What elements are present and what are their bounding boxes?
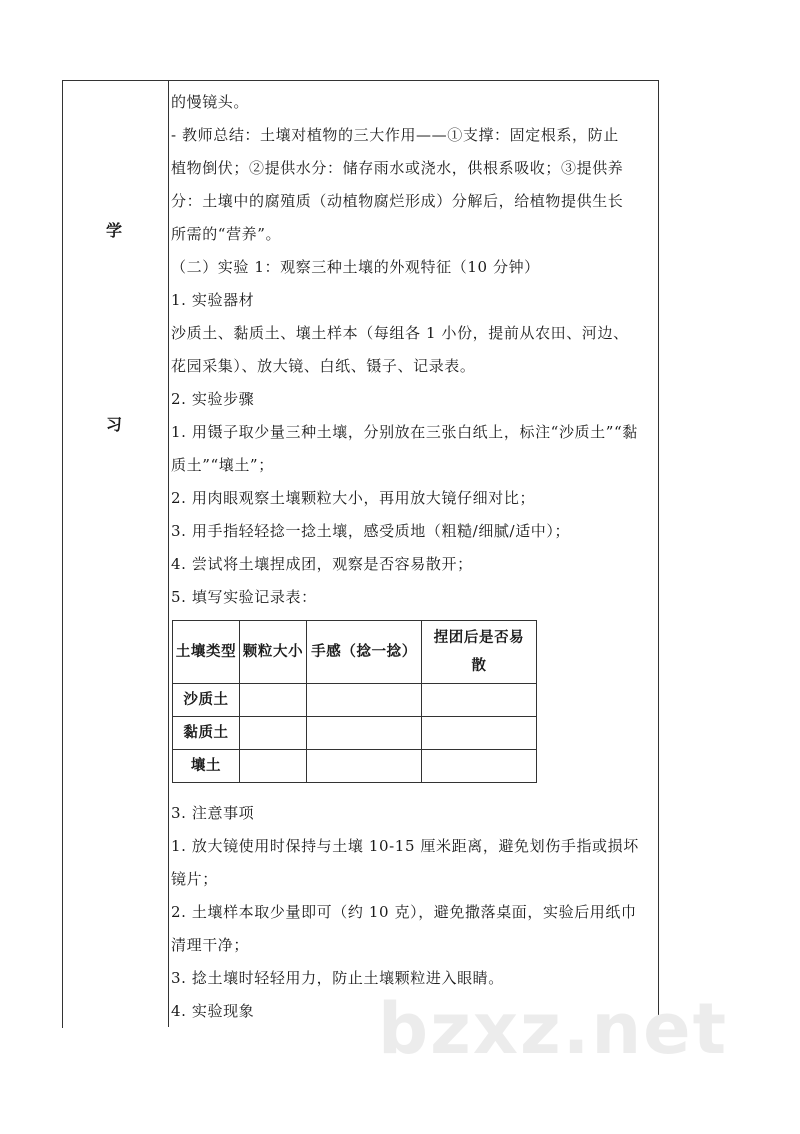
watermark: bzxz.net	[378, 988, 729, 1070]
table-row	[173, 717, 537, 750]
row-label: 黏质土	[173, 717, 240, 750]
empty-cell[interactable]	[307, 684, 422, 717]
text-line: 花园采集）、放大镜、白纸、镊子、记录表。	[171, 357, 476, 375]
header-cell: 手感（捻一捻）	[307, 621, 422, 684]
row-label: 沙质土	[173, 684, 240, 717]
subheading: 3. 注意事项	[171, 804, 255, 822]
empty-cell[interactable]	[422, 717, 537, 750]
text-line: 2. 土壤样本取少量即可（约 10 克），避免撒落桌面，实验后用纸巾	[171, 903, 637, 921]
text-line: 4. 尝试将土壤捏成团，观察是否容易散开；	[171, 555, 473, 573]
header-cell: 土壤类型	[173, 621, 240, 684]
empty-cell[interactable]	[240, 750, 307, 783]
text-line: 镜片；	[171, 870, 218, 888]
text-line: 3. 捻土壤时轻轻用力，防止土壤颗粒进入眼睛。	[171, 969, 504, 987]
table-header-row	[173, 621, 537, 684]
subheading: 2. 实验步骤	[171, 390, 255, 408]
lesson-content	[171, 86, 653, 1028]
empty-cell[interactable]	[307, 750, 422, 783]
empty-cell[interactable]	[422, 750, 537, 783]
text-line: 所需的“营养”。	[171, 225, 282, 243]
subheading: 4. 实验现象	[171, 1002, 255, 1020]
text-line: 1. 用镊子取少量三种土壤，分别放在三张白纸上，标注“沙质土”“黏	[171, 423, 638, 441]
text-line: - 教师总结：土壤对植物的三大作用——①支撑：固定根系，防止	[171, 126, 619, 144]
side-label-xue: 学	[105, 221, 122, 240]
text-line: 沙质土、黏质土、壤土样本（每组各 1 小份，提前从农田、河边、	[171, 324, 629, 342]
header-cell: 颗粒大小	[240, 621, 307, 684]
section-heading: （二）实验 1：观察三种土壤的外观特征（10 分钟）	[171, 258, 540, 276]
text-line: 1. 放大镜使用时保持与土壤 10-15 厘米距离，避免划伤手指或损坏	[171, 837, 639, 855]
text-line: 2. 用肉眼观察土壤颗粒大小，再用放大镜仔细对比；	[171, 489, 536, 507]
header-cell	[422, 621, 537, 684]
subheading: 1. 实验器材	[171, 291, 255, 309]
text-line: 的慢镜头。	[171, 93, 250, 111]
side-label-xi: 习	[105, 415, 122, 434]
experiment-record-table	[172, 620, 537, 783]
header-cell-line: 散	[471, 658, 487, 674]
empty-cell[interactable]	[240, 684, 307, 717]
empty-cell[interactable]	[422, 684, 537, 717]
empty-cell[interactable]	[307, 717, 422, 750]
column-divider	[168, 80, 169, 1027]
text-line: 植物倒伏；②提供水分：储存雨水或浇水，供根系吸收；③提供养	[171, 159, 624, 177]
text-line: 质土”“壤土”；	[171, 456, 274, 474]
table-row	[173, 684, 537, 717]
header-cell-line: 捏团后是否易	[433, 630, 525, 646]
text-line: 清理干净；	[171, 936, 250, 954]
row-label: 壤土	[173, 750, 240, 783]
text-line: 3. 用手指轻轻捻一捻土壤，感受质地（粗糙/细腻/适中）；	[171, 522, 571, 540]
text-line: 5. 填写实验记录表：	[171, 588, 317, 606]
text-line: 分：土壤中的腐殖质（动植物腐烂形成）分解后，给植物提供生长	[171, 192, 624, 210]
table-row	[173, 750, 537, 783]
empty-cell[interactable]	[240, 717, 307, 750]
